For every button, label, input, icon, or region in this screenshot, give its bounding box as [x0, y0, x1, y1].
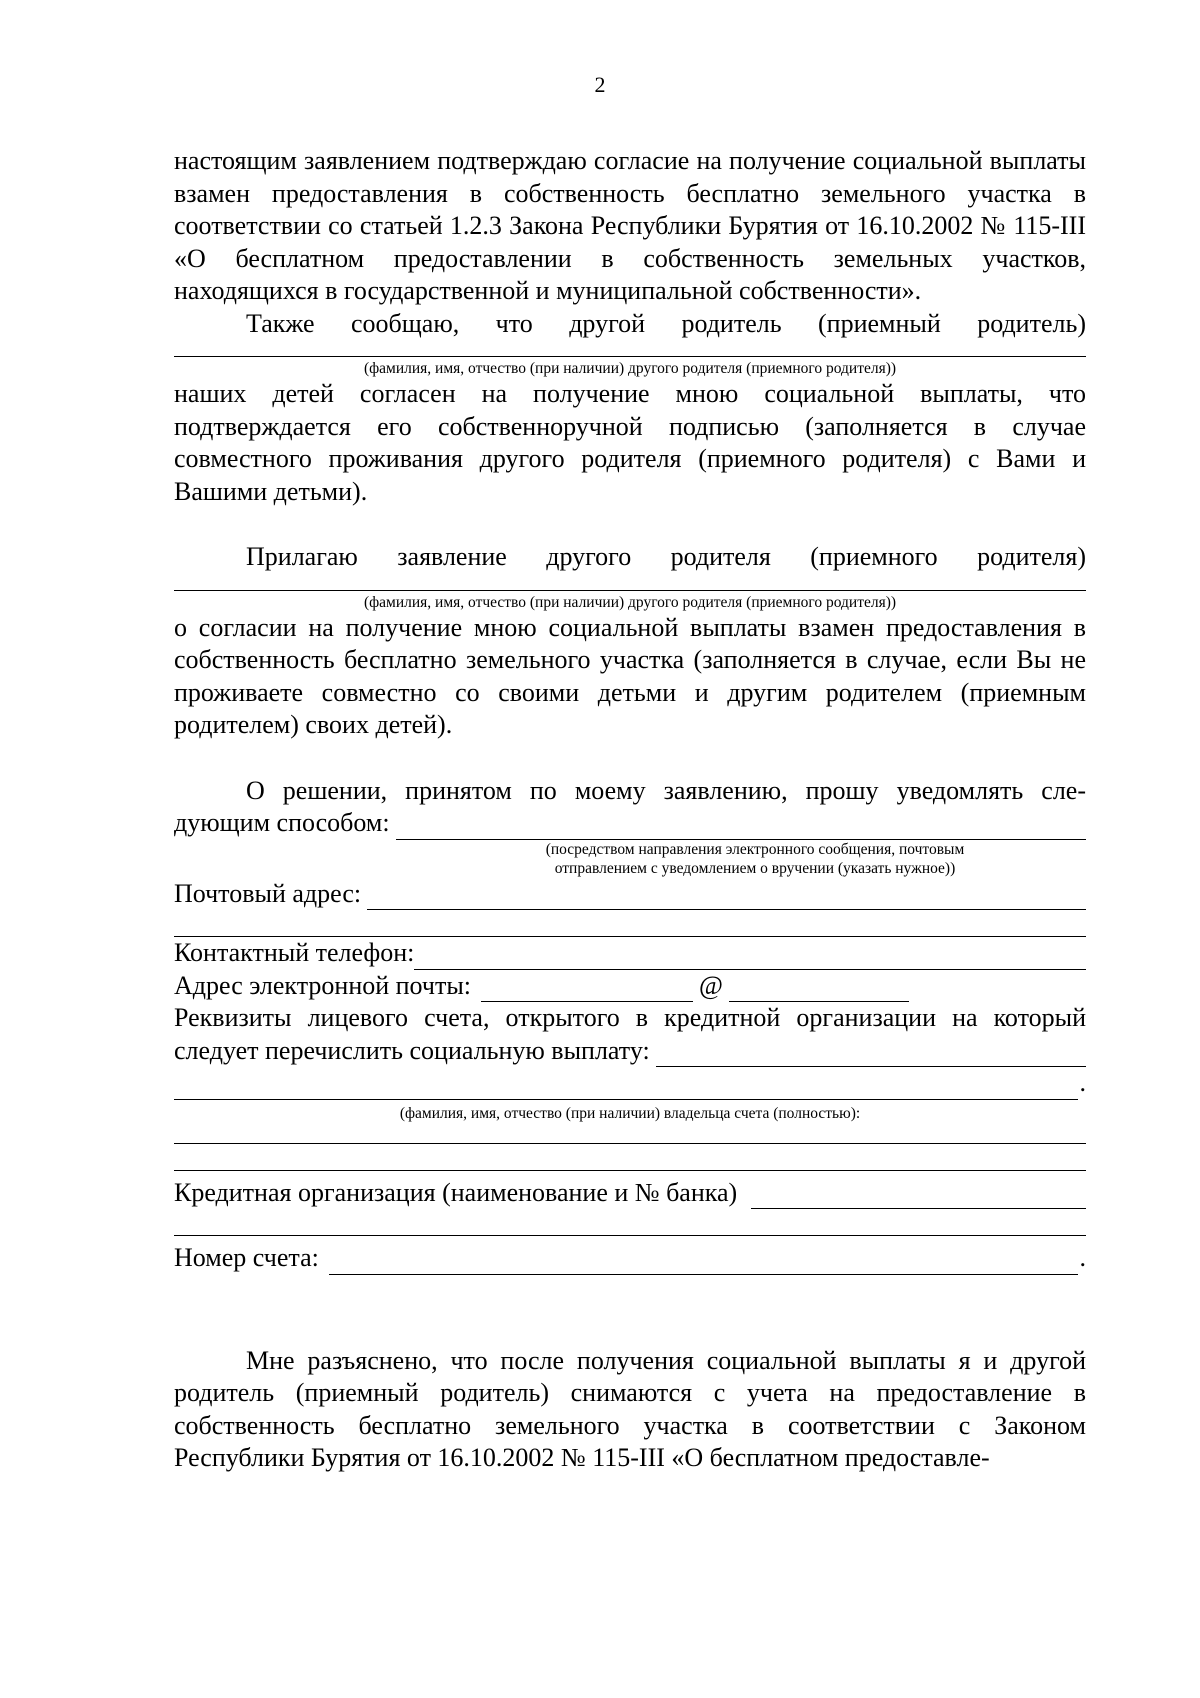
account-owner-caption: (фамилия, имя, отчество (при наличии) владельца счета (полностью): — [399, 1104, 861, 1122]
email-domain-field[interactable] — [729, 977, 909, 1002]
bank-label: Кредитная организация (наименование и № банка) — [174, 1177, 738, 1207]
account-owner-field-2[interactable] — [174, 1144, 1086, 1171]
attach-statement-lead: Прилагаю заявление другого родителя (приемного родителя) — [246, 542, 1086, 571]
postal-address-field-2[interactable] — [174, 910, 1086, 937]
email-row — [174, 970, 1086, 1003]
account-number-label: Номер счета: — [174, 1243, 319, 1272]
phone-field[interactable] — [414, 945, 1086, 970]
notify-method-row — [174, 807, 1086, 840]
bank-field[interactable] — [751, 1184, 1086, 1209]
notify-caption — [174, 840, 1086, 878]
postal-address-field[interactable] — [367, 885, 1086, 910]
attach-statement-paragraph: о согласии на получение мною социальной выплаты взамен предоставления в собственность бесплатно земельного участка (заполняется в случае, если Вы не проживаете совместно со своими детьми и другим родителем (приемным родителем) своих детей). — [174, 612, 1086, 739]
notify-caption-line-2: отправлением с уведомлением о вручении (указать нужное)) — [554, 859, 956, 877]
requisites-row-2 — [174, 1067, 1086, 1100]
document-body — [174, 145, 1086, 1475]
account-owner-field-1[interactable] — [174, 1123, 1086, 1144]
postal-address-row — [174, 878, 1086, 911]
phone-label: Контактный телефон: — [174, 938, 415, 967]
consent-paragraph: настоящим заявлением подтверждаю согласие на получение социальной выплаты взамен предоставления в собственность бесплатно земельного участка в соответствии со статьей 1.2.3 Закона Республики Бурятия от 16.10.2002 № 115-III «О бесплатном предоставлении в собственность земельных участков, находящихся в государственной и муниципальной собственности». — [174, 146, 1086, 305]
other-parent-consent-paragraph: наших детей согласен на получение мною социальной выплаты, что подтверждается его собственноручной подписью (заполняется в случае совместного проживания другого родителя (приемного родителя) с Вами и Вашими детьми). — [174, 379, 1086, 506]
account-number-field[interactable] — [329, 1250, 1078, 1275]
email-user-field[interactable] — [481, 977, 693, 1002]
other-parent-name-field[interactable] — [174, 340, 1086, 357]
notify-method-label: дующим способом: — [174, 808, 390, 837]
postal-address-label: Почтовый адрес: — [174, 878, 362, 908]
requisites-field-2[interactable] — [174, 1073, 1078, 1100]
attach-parent-caption: (фамилия, имя, отчество (при наличии) другого родителя (приемного родителя)) — [363, 593, 897, 611]
email-label: Адрес электронной почты: — [174, 970, 472, 1000]
bank-field-2[interactable] — [174, 1209, 1086, 1236]
account-number-period: . — [1079, 1243, 1086, 1272]
requisites-line-1: Реквизиты лицевого счета, открытого в кредитной организации на который — [174, 1003, 1086, 1032]
page-number: 2 — [594, 72, 606, 97]
requisites-field[interactable] — [656, 1042, 1086, 1067]
clarification-paragraph: Мне разъяснено, что после получения социальной выплаты я и другой родитель (приемный родитель) снимаются с учета на предоставление в собственность бесплатно земельного участка в соответствии с Законом Республики Бурятия от 16.10.2002 № 115-III «О бесплатном предоставле- — [174, 1345, 1086, 1472]
notify-lead: О решении, принятом по моему заявлению, прошу уведомлять сле- — [246, 775, 1086, 805]
attach-parent-name-field[interactable] — [174, 574, 1086, 591]
email-at-sign: @ — [699, 970, 723, 1000]
requisites-period: . — [1079, 1068, 1086, 1097]
other-parent-lead: Также сообщаю, что другой родитель (приемный родитель) — [246, 308, 1086, 338]
requisites-row — [174, 1035, 1086, 1068]
requisites-label: следует перечислить социальную выплату: — [174, 1035, 650, 1065]
other-parent-caption: (фамилия, имя, отчество (при наличии) другого родителя (приемного родителя)) — [363, 360, 897, 377]
notify-method-field[interactable] — [396, 815, 1086, 840]
account-number-row — [174, 1242, 1086, 1275]
notify-caption-line-1: (посредством направления электронного сообщения, почтовым — [545, 840, 965, 858]
phone-row — [174, 937, 1086, 970]
bank-row — [174, 1177, 1086, 1210]
